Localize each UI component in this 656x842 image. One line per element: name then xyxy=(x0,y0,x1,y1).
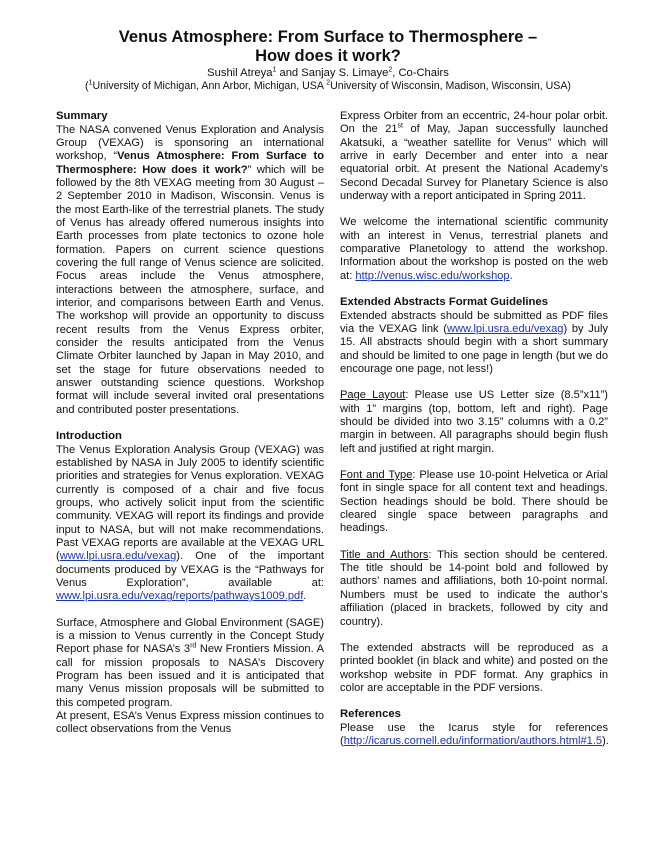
intro-p4-text-a: We welcome the international scientific community with an interest in Venus, terrestrial planets and comparative Planetology to attend the workshop. Information about the workshop is posted on the web at: xyxy=(340,216,608,282)
intro-p4-text-b: . xyxy=(509,269,513,282)
authors-line xyxy=(0,67,656,80)
pathways-pdf-link[interactable]: www.lpi.usra.edu/vexag/reports/pathways1009.pdf xyxy=(56,590,304,603)
spacer xyxy=(340,629,608,642)
workshop-website-link[interactable]: http://venus.wisc.edu/workshop xyxy=(355,269,510,282)
summary-text-b: ” which will be followed by the 8th VEXAG meeting from 30 August – 2 September 2010 in Madison, Wisconsin. Venus is the most Earth-like of the terrestrial planets. The study of Venus has already offered numerous insights into Earth processes from plate tectonics to ozone hole formation. Papers on current science questions covering the full range of Venus science are solicited. Focus areas include the Venus atmosphere, interactions between the atmosphere, surface, and interior, and comparisons between Earth and Venus. The workshop will provide an opportunity to discuss recent results from the Venus Express orbiter, consider the results anticipated from the Venus Climate Orbiter launched by Japan in May 2010, and set the stage for future observations needed to answer outstanding science questions. Workshop format will include several invited oral presentations and contributed poster presentations. xyxy=(56,163,324,416)
summary-text-a: The NASA convened Venus Exploration and Analysis Group (VEXAG) is sponsoring an international workshop, “ xyxy=(56,123,324,163)
title-line-1: Venus Atmosphere: From Surface to Thermosphere – xyxy=(118,28,538,46)
spacer xyxy=(340,203,608,216)
affiliations-line xyxy=(0,80,656,93)
guidelines-text-b: ) by July 15. All abstracts should begin with a short summary and should be limited to one page in length (but we do encourage one page, not less!) xyxy=(340,322,609,375)
author-1-affil-number: 1 xyxy=(272,66,277,74)
intro-p2-text-a: Surface, Atmosphere and Global Environment (SAGE) is a mission to Venus currently in the Concept Study Report phase for NASA’s 3 xyxy=(56,616,324,656)
guidelines-heading: Extended Abstracts Format Guidelines xyxy=(340,296,548,309)
affil-1-number: 1 xyxy=(88,79,93,87)
ordinal-suffix: rd xyxy=(190,642,197,650)
intro-text-a: The Venus Exploration Analysis Group (VEXAG) was established by NASA in July 2005 to identify scientific priorities and strategies for Venus exploration. VEXAG currently is composed of a chair and five focus groups, who actively solicit input from the scientific community. VEXAG will report its findings and provide input to NASA, but will not make recommendations. Past VEXAG reports are available at the VEXAG URL ( xyxy=(56,443,324,563)
vexag-link[interactable]: www.lpi.usra.edu/vexag xyxy=(59,550,177,563)
guidelines-paragraph xyxy=(340,310,608,377)
title-authors-paragraph xyxy=(340,549,608,629)
references-paragraph xyxy=(340,722,608,749)
ordinal-suffix-21st: st xyxy=(397,122,403,130)
authors-and: and xyxy=(276,67,302,79)
font-type-text: : Please use 10-point Helvetica or Arial font in single space for all content text and headings. Section headings should be bold. There should be cleared single space between paragraphs and headings. xyxy=(340,469,608,535)
page-layout-paragraph xyxy=(340,389,608,456)
introduction-paragraph-3-start xyxy=(56,710,324,737)
spacer xyxy=(340,376,608,389)
body-columns xyxy=(56,110,608,748)
page-layout-label: Page Layout xyxy=(340,389,406,402)
workshop-title-bold: Venus Atmosphere: From Surface to Thermosphere: How does it work? xyxy=(56,150,325,176)
intro-p3-text-b: of May, Japan successfully launched Akatsuki, a “weather satellite for Venus” which will arrive in early December and enter into a near equatorial orbit. At present the National Academy’s Second Decadal Survey for Planetary Science is also underway with a report anticipated in Spring 2011. xyxy=(340,123,608,203)
spacer xyxy=(340,536,608,549)
intro-p2-text-b: New Frontiers Mission. A call for mission proposals to NASA’s Discovery Program has been issued and it is anticipated that many Venus mission proposals will be submitted to this competed program. xyxy=(56,643,325,709)
booklet-paragraph: The extended abstracts will be reproduced as a printed booklet (in black and white) and posted on the workshop website in PDF format. Any graphics in color are acceptable in the PDF versions. xyxy=(340,641,608,694)
affil-open-paren: ( xyxy=(85,80,89,92)
summary-heading: Summary xyxy=(56,110,108,122)
title-line-2: How does it work? xyxy=(255,47,401,65)
left-column xyxy=(56,110,324,748)
references-text-a: Please use the Icarus style for references ( xyxy=(340,721,608,748)
author-1: Sushil Atreya xyxy=(207,67,273,79)
icarus-style-link[interactable]: http://icarus.cornell.edu/information/authors.html#1.5 xyxy=(343,735,603,748)
page-layout-text: : Please use US Letter size (8.5”x11”) with 1” margins (top, bottom, left and right). Page should be divided into two 3.15” columns with a 0.2” margin in between. All paragraphs should begin flush left and justified at right margin. xyxy=(340,389,608,455)
spacer xyxy=(340,456,608,469)
affil-1: University of Michigan, Ann Arbor, Michigan, USA xyxy=(92,80,327,92)
intro-p3-text-a: At present, ESA’s Venus Express mission continues to collect observations from the Venus xyxy=(56,710,324,736)
introduction-paragraph-1 xyxy=(56,444,324,604)
references-text-b: ). xyxy=(602,735,609,748)
right-column xyxy=(340,110,608,748)
introduction-paragraph-2 xyxy=(56,617,324,710)
title-authors-label: Title and Authors xyxy=(340,548,429,561)
spacer xyxy=(56,417,324,430)
affil-2-number: 2 xyxy=(326,79,331,87)
introduction-heading: Introduction xyxy=(56,430,122,443)
font-type-paragraph xyxy=(340,469,608,536)
introduction-paragraph-4 xyxy=(340,216,608,283)
spacer xyxy=(56,604,324,617)
summary-paragraph xyxy=(56,124,324,418)
authors-role: , Co-Chairs xyxy=(392,67,449,79)
spacer xyxy=(340,695,608,708)
spacer xyxy=(340,283,608,296)
author-2: Sanjay S. Limaye xyxy=(301,67,389,79)
intro-p3-text-continued: Express Orbiter from an eccentric, 24-hour polar orbit. On the 21 xyxy=(340,110,608,136)
intro-text-c: . xyxy=(303,590,307,603)
submission-link[interactable]: www.lpi.usra.edu/vexag xyxy=(446,322,564,335)
document-title xyxy=(40,28,616,66)
font-type-label: Font and Type xyxy=(340,469,413,482)
author-2-affil-number: 2 xyxy=(388,66,393,74)
title-authors-text: : This section should be centered. The title should be 14-point bold and followed by authors’ names and affiliations, both 10-point normal. Numbers must be used to indicate the author’s affiliation (placed in brackets, followed by city and country). xyxy=(340,548,608,628)
references-heading: References xyxy=(340,708,401,721)
intro-text-b: ). One of the important documents produced by VEXAG is the “Pathways for Venus Exploration”, available at: xyxy=(56,550,324,589)
affil-2: University of Wisconsin, Madison, Wisconsin, USA) xyxy=(330,80,571,92)
guidelines-text-a: Extended abstracts should be submitted as PDF files via the VEXAG link ( xyxy=(340,309,608,335)
